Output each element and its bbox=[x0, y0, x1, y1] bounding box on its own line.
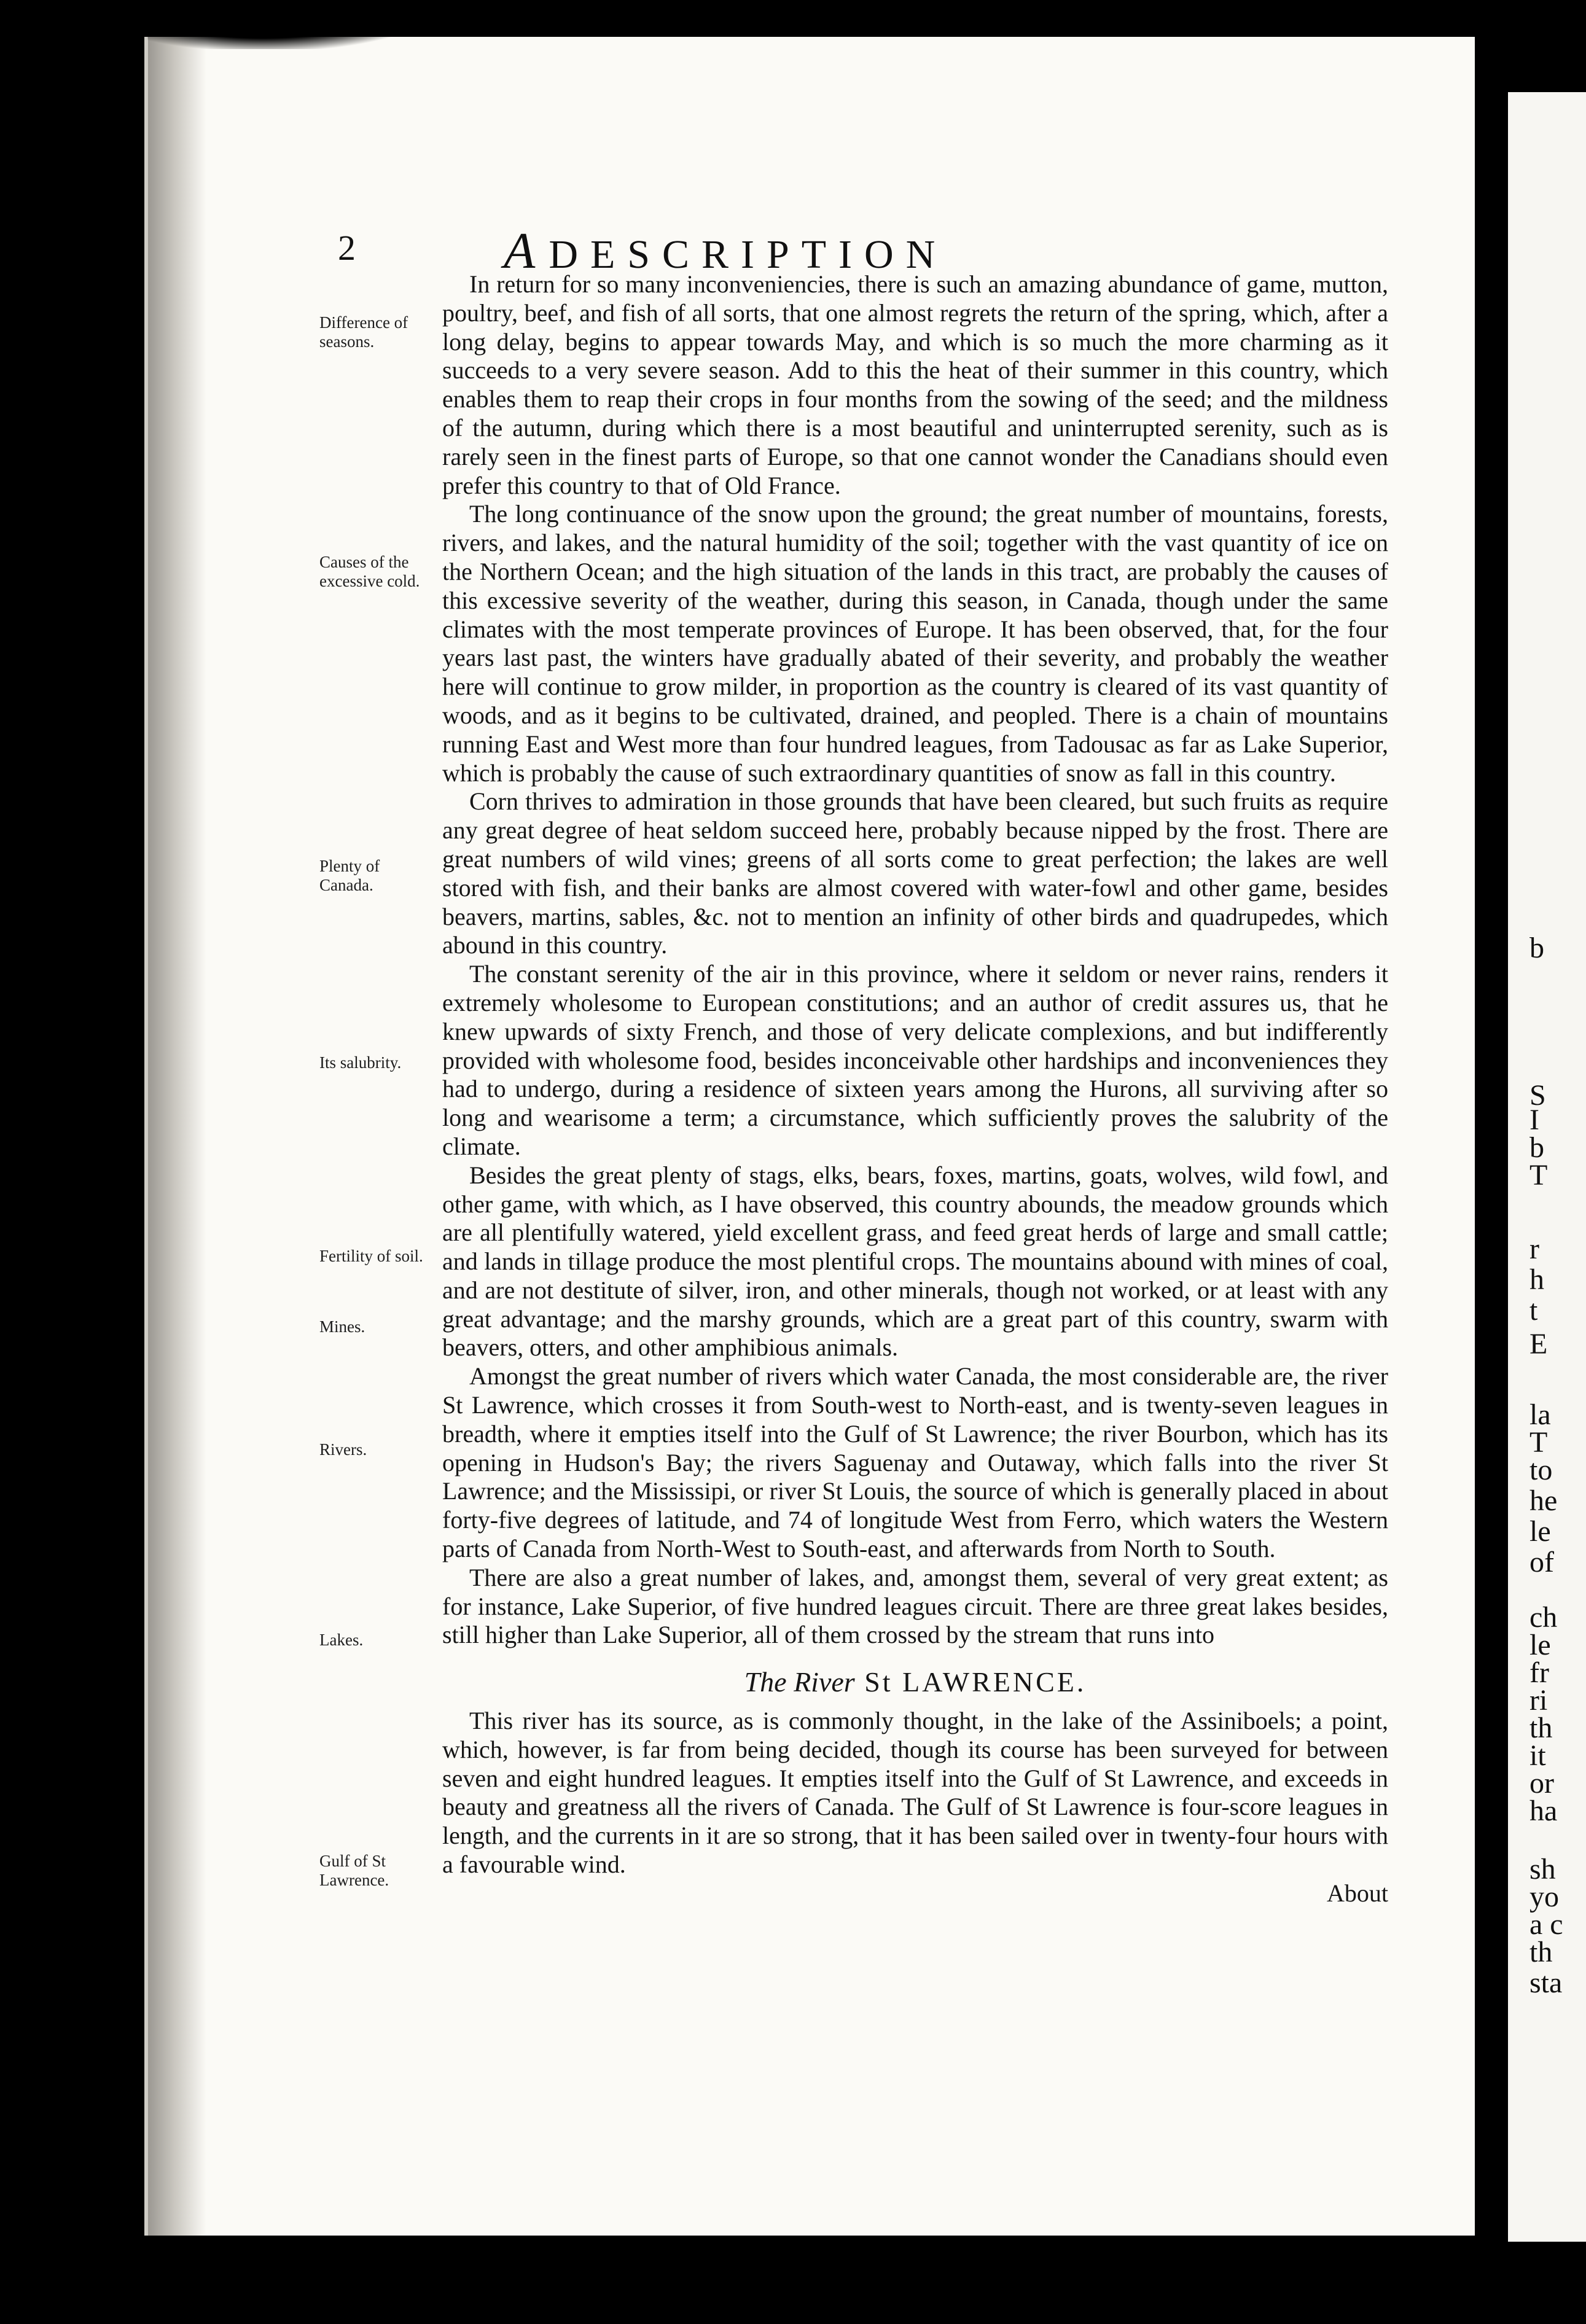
facing-page-fragment: or bbox=[1529, 1767, 1554, 1800]
paragraph: There are also a great number of lakes, and, amongst them, several of very great extent; as for instance, Lake Superior, of five hundred leagues circuit. There are three great lakes besides, still higher than Lake Superior, all of them crossed by the stream that runs into bbox=[442, 1563, 1388, 1649]
margin-note: Lakes. bbox=[319, 1631, 364, 1649]
facing-page-fragment: ch bbox=[1529, 1601, 1558, 1634]
facing-page-fragment: S bbox=[1529, 1079, 1546, 1112]
facing-page-fragment: yo bbox=[1529, 1881, 1559, 1913]
paragraph: Besides the great plenty of stags, elks, bears, foxes, martins, goats, wolves, wild fowl, and other game, with which, as I have observed, this country abounds, the meadow grounds which are all plentifully watered, yield excellent grass, and feed great herds of large and small cattle; and lands in tillage produce the most plentiful crops. The mountains abound with mines of coal, and are not destitute of silver, iron, and other minerals, though not worked, or at least with any great advantage; and the marshy grounds, which are a great part of this country, swarm with beavers, otters, and other amphibious animals. bbox=[442, 1161, 1388, 1362]
facing-page-fragment: of bbox=[1529, 1546, 1554, 1578]
facing-page-fragment: th bbox=[1529, 1936, 1553, 1968]
facing-page-fragment: le bbox=[1529, 1629, 1551, 1661]
facing-page-fragment: h bbox=[1529, 1263, 1544, 1296]
margin-note: Gulf of St Lawrence. bbox=[319, 1852, 389, 1889]
facing-page-fragment: T bbox=[1529, 1159, 1548, 1191]
facing-page-fragment: ha bbox=[1529, 1795, 1558, 1827]
running-head-initial: A bbox=[504, 222, 536, 279]
margin-note: Difference of seasons. bbox=[319, 313, 408, 351]
facing-page-fragment: la bbox=[1529, 1398, 1551, 1431]
facing-page-fragment: b bbox=[1529, 1131, 1544, 1164]
facing-page-fragment: a c bbox=[1529, 1908, 1563, 1941]
margin-note: Mines. bbox=[319, 1317, 365, 1336]
section-heading bbox=[442, 1668, 1388, 1697]
margin-note: Its salubrity. bbox=[319, 1053, 402, 1072]
section-heading-roman: St LAWRENCE. bbox=[864, 1666, 1087, 1698]
body-text bbox=[442, 270, 1388, 1908]
facing-page-fragment: E bbox=[1529, 1328, 1548, 1360]
paragraph: This river has its source, as is commonly thought, in the lake of the Assiniboels; a point, which, however, is far from being decided, though its course has been surveyed for between seven and eight hundred leagues. It empties itself into the Gulf of St Lawrence, and exceeds in beauty and greatness all the rivers of Canada. The Gulf of St Lawrence is four-score leagues in length, and the currents in it are so strong, that it has been sailed over in twenty-four hours with a favourable wind. bbox=[442, 1707, 1388, 1879]
catchword: About bbox=[1327, 1879, 1388, 1907]
paragraph: The constant serenity of the air in this province, where it seldom or never rains, renders it extremely wholesome to European constitutions; and an author of credit assures us, that he knew upwards of sixty French, and those of very delicate complexions, and but indifferently provided with wholesome food, besides inconceivable other hardships and inconveniences they had to undergo, during a residence of sixteen years among the Hurons, all surviving after so long and wearisome a term; a circumstance, which sufficiently proves the salubrity of the climate. bbox=[442, 960, 1388, 1160]
facing-page-fragment: fr bbox=[1529, 1656, 1549, 1689]
page-number: 2 bbox=[338, 228, 356, 268]
facing-page-fragment: r bbox=[1529, 1233, 1539, 1265]
section-heading-italic: The River bbox=[744, 1666, 855, 1698]
gutter-shadow bbox=[148, 37, 206, 2236]
margin-note: Causes of the excessive cold. bbox=[319, 553, 420, 590]
facing-page-fragment: t bbox=[1529, 1294, 1538, 1327]
paragraph: Amongst the great number of rivers which water Canada, the most considerable are, the river St Lawrence, which crosses it from South-west to North-east, and is twenty-seven leagues in breadth, where it empties itself into the Gulf of St Lawrence; the river Bourbon, which has its opening in Hudson's Bay; the rivers Saguenay and Outaway, which falls into the river St Lawrence; and the Mississipi, or river St Louis, the source of which is generally placed in about forty-five degrees of latitude, and 74 of longitude West from Ferro, which waters the Western parts of Canada from North-West to South-east, and afterwards from North to South. bbox=[442, 1362, 1388, 1563]
running-head-title: DESCRIPTION bbox=[549, 232, 948, 277]
margin-note: Fertility of soil. bbox=[319, 1247, 423, 1265]
facing-page-fragment: it bbox=[1529, 1739, 1546, 1772]
facing-page-fragment: b bbox=[1529, 932, 1544, 964]
facing-page-fragment: le bbox=[1529, 1515, 1551, 1548]
paragraph: In return for so many inconveniencies, there is such an amazing abundance of game, mutton, poultry, beef, and fish of all sorts, that one almost regrets the return of the spring, which, after a long delay, begins to appear towards May, and which is so much the more charming as it succeeds to a very severe season. Add to this the heat of their summer in this country, which enables them to reap their crops in four months from the sowing of the seed; and the mildness of the autumn, during which there is a most beautiful and uninterrupted serenity, such as is rarely seen in the finest parts of Europe, so that one cannot wonder the Canadians should even prefer this country to that of Old France. bbox=[442, 270, 1388, 499]
facing-page-fragment: he bbox=[1529, 1484, 1558, 1517]
page-damage bbox=[147, 0, 436, 49]
paragraph: The long continuance of the snow upon the ground; the great number of mountains, forests, rivers, and lakes, and the natural humidity of the soil; together with the vast quantity of ice on the Northern Ocean; and the high situation of the lands in this tract, are probably the causes of this excessive severity of the weather, during this season, in Canada, though under the same climates with the most temperate provinces of Europe. It has been observed, that, for the four years last past, the winters have gradually abated of their severity, and probably the weather here will continue to grow milder, in proportion as the country is cleared of its vast quantity of woods, and as it begins to be cultivated, drained, and peopled. There is a chain of mountains running East and West more than four hundred leagues, from Tadousac as far as Lake Superior, which is probably the cause of such extraordinary quantities of snow as fall in this country. bbox=[442, 500, 1388, 787]
facing-page-fragment: to bbox=[1529, 1454, 1553, 1486]
facing-page-fragment: I bbox=[1529, 1104, 1539, 1136]
paragraph: Corn thrives to admiration in those grounds that have been cleared, but such fruits as require any great degree of heat seldom succeed here, probably because nipped by the frost. There are great numbers of wild vines; greens of all sorts come to great perfection; the lakes are well stored with fish, and their banks are almost covered with water-fowl and other game, besides beavers, martins, sables, &c. not to mention an infinity of other birds and quadrupedes, which abound in this country. bbox=[442, 787, 1388, 959]
margin-note: Plenty of Canada. bbox=[319, 857, 380, 894]
facing-page-fragment: T bbox=[1529, 1426, 1548, 1459]
margin-note: Rivers. bbox=[319, 1440, 367, 1459]
facing-page-fragment: sh bbox=[1529, 1853, 1556, 1885]
facing-page-fragment: ri bbox=[1529, 1684, 1548, 1717]
facing-page-fragment: sta bbox=[1529, 1967, 1563, 1999]
facing-page-fragment: th bbox=[1529, 1712, 1553, 1744]
